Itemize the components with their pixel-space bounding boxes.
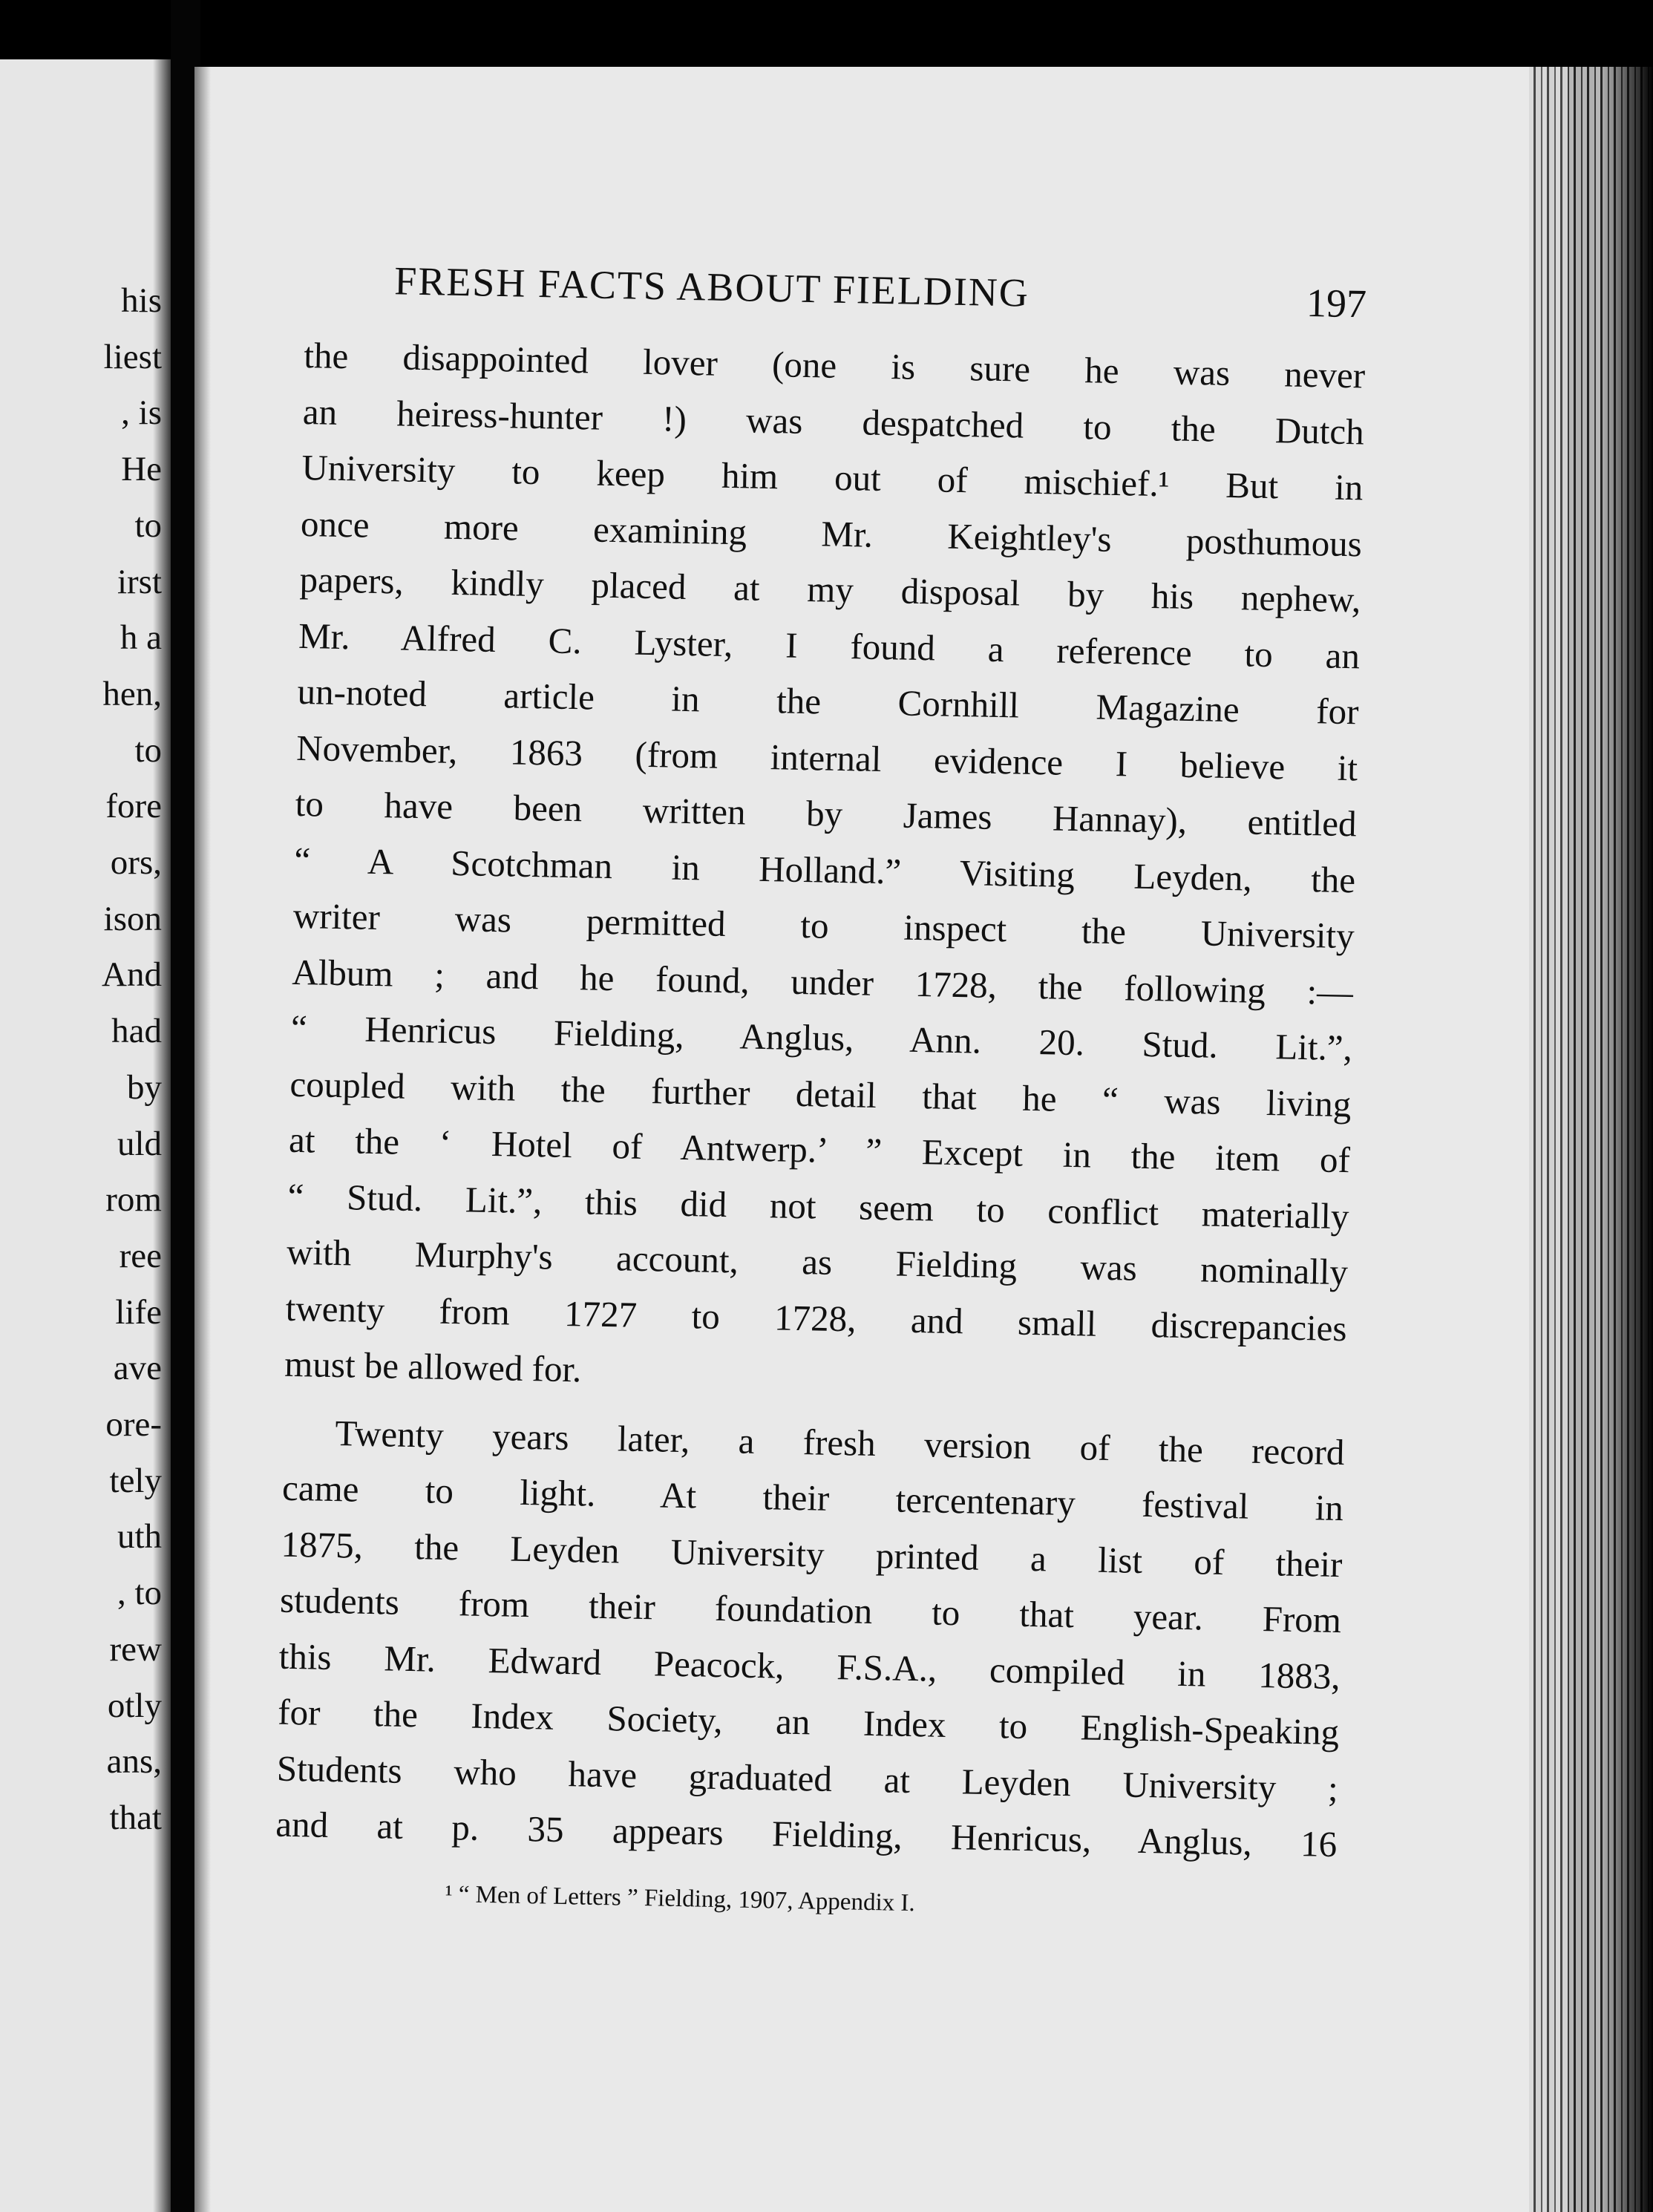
left-page-fragment: that [109,1798,162,1837]
left-page-fragment: ison [103,899,162,938]
text-line: coupled with the further detail that he “ was living [289,1063,1352,1125]
left-page-fragment: his [121,281,162,320]
paragraph-1 [284,327,1366,1413]
left-page-fragment: h a [120,618,162,658]
left-page-fragment: fore [105,787,162,826]
left-page-fragment: ans, [106,1742,162,1781]
text-line: “ Henricus Fielding, Anglus, Ann. 20. Stud. Lit.”, [290,1007,1353,1069]
left-page-fragment: And [102,955,162,995]
running-head-title: FRESH FACTS ABOUT FIELDING [393,258,1030,315]
left-page-fragment: , to [117,1574,162,1613]
left-page-fragment: rom [105,1180,162,1220]
footnote: ¹ “ Men of Letters ” Fielding, 1907, Appendix I. [445,1880,916,1917]
text-line: “ Stud. Lit.”, this did not seem to conflict materially [287,1175,1349,1237]
text-line: twenty from 1727 to 1728, and small discrepancies [285,1287,1348,1349]
page-edges-right [1529,67,1653,2212]
left-page-fragment: uth [117,1517,162,1557]
text-line: November, 1863 (from internal evidence I believe it [295,727,1358,788]
left-page [0,59,171,2212]
text-line: 1875, the Leyden University printed a list of their [281,1523,1343,1585]
text-line: Twenty years later, a fresh version of the record [335,1412,1345,1473]
text-line: must be allowed for. [284,1343,582,1390]
text-line: University to keep him out of mischief.¹ But in [301,446,1364,508]
left-page-fragment: irst [117,562,162,601]
text-line: at the ‘ Hotel of Antwerp.’ ” Except in the item of [288,1119,1351,1181]
main-page [194,67,1568,2212]
text-line: writer was permitted to inspect the University [292,894,1355,957]
left-page-fragment: life [115,1292,162,1332]
text-block [274,256,1366,1925]
text-line: un-noted article in the Cornhill Magazine for [297,670,1360,733]
text-line: Students who have graduated at Leyden University ; [276,1747,1339,1809]
text-line: and at p. 35 appears Fielding, Henricus, Anglus, 16 [275,1803,1338,1865]
main-page-shadow [194,67,211,2212]
left-page-fragment: ore- [105,1405,162,1444]
left-page-fragment: by [127,1067,162,1107]
left-page-fragment: otly [107,1686,162,1725]
text-line: for the Index Society, an Index to English-Speaking [277,1691,1340,1753]
text-line: this Mr. Edward Peacock, F.S.A., compiled in 1883, [278,1635,1341,1697]
text-line: once more examining Mr. Keightley's posthumous [300,503,1363,564]
page-edges-fade [1601,67,1653,2212]
left-page-fragment: to [134,505,162,545]
left-page-fragment: He [121,450,162,489]
left-page-fragment: ave [113,1349,162,1388]
left-page-fragment: hen, [102,674,162,713]
left-page-fragment: ors, [110,843,162,882]
text-line: Album ; and he found, under 1728, the following :— [291,951,1354,1012]
text-line: Mr. Alfred C. Lyster, I found a reference to an [298,615,1361,676]
left-page-fragment: rew [109,1629,162,1669]
left-page-fragment: ree [119,1236,162,1275]
text-line: an heiress-hunter !) was despatched to the Dutch [302,390,1365,452]
left-page-fragment: , is [121,393,162,433]
left-page-fragment: to [134,730,162,770]
left-page-fragment: liest [103,337,162,376]
text-line: papers, kindly placed at my disposal by his nephew, [299,558,1361,621]
text-line: the disappointed lover (one is sure he was never [303,334,1366,396]
page-number: 197 [1306,280,1367,327]
left-page-fragment: had [111,1012,162,1051]
left-page-fragment: tely [109,1461,162,1500]
text-line: “ A Scotchman in Holland.” Visiting Leyden, the [293,839,1356,900]
text-line: with Murphy's account, as Fielding was nominally [286,1231,1349,1293]
text-line: to have been written by James Hannay), entitled [295,782,1358,845]
text-line: students from their foundation to that year. From [279,1579,1342,1641]
left-page-fragment: uld [117,1124,162,1163]
paragraph-2 [275,1404,1345,1872]
text-line: came to light. At their tercentenary festival in [281,1467,1344,1529]
